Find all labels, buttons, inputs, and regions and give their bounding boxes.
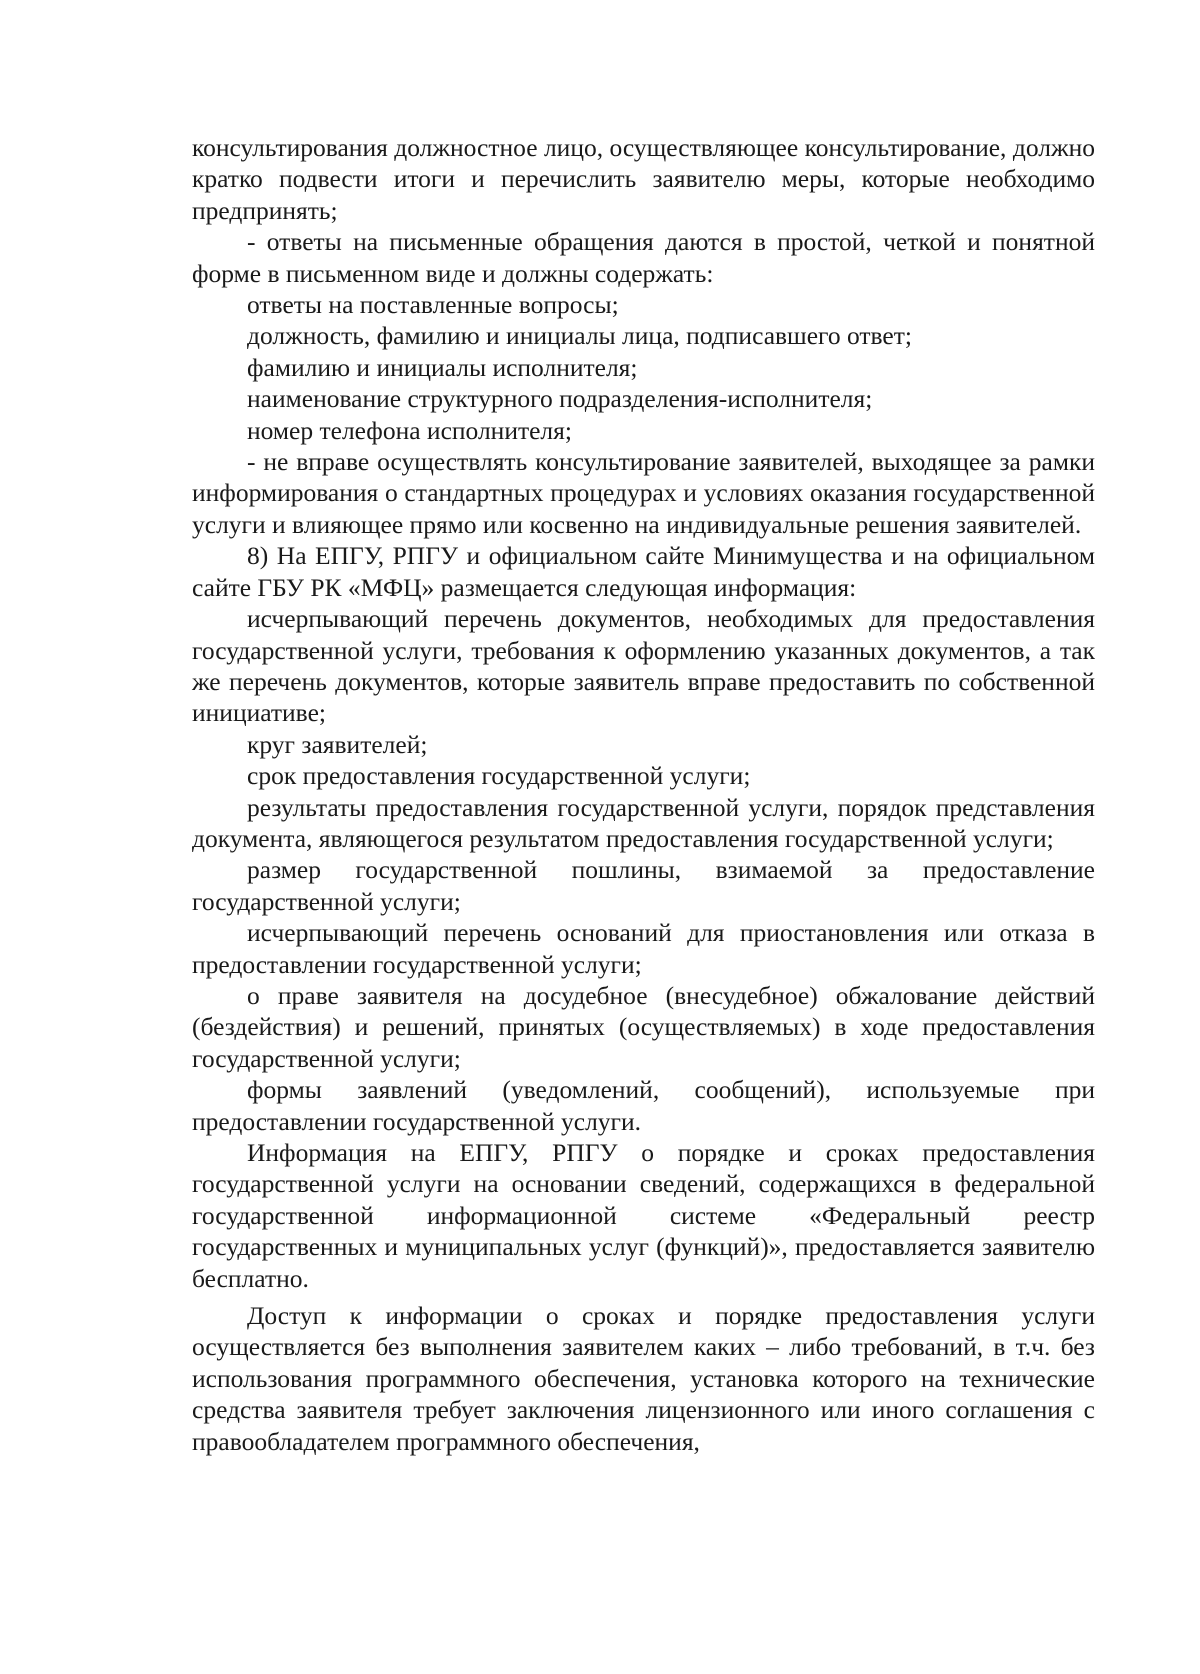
paragraph-consulting-summary: консультирования должностное лицо, осуществляющее консультирование, должно кратко подвести итоги и перечислить заявителю меры, которые необходимо предпринять; xyxy=(192,133,1095,225)
list-item-position: должность, фамилию и инициалы лица, подписавшего ответ; xyxy=(247,321,912,351)
list-item-duty: размер государственной пошлины, взимаемой за предоставление государственной услуги; xyxy=(192,855,1095,916)
list-item-answers: ответы на поставленные вопросы; xyxy=(247,290,619,320)
list-item-executor-name: фамилию и инициалы исполнителя; xyxy=(247,352,638,382)
list-item-department: наименование структурного подразделения-исполнителя; xyxy=(247,384,873,414)
list-item-documents: исчерпывающий перечень документов, необходимых для предоставления государственной услуги, требования к оформлению указанных документов, а так же перечень документов, которые заявитель вправе предоставить по собственной инициативе; xyxy=(192,604,1095,728)
paragraph-not-entitled: - не вправе осуществлять консультирование заявителей, выходящее за рамки информирования о стандартных процедурах и условиях оказания государственной услуги и влияющее прямо или косвенно на индивидуальные решения заявителей. xyxy=(192,447,1095,539)
paragraph-access: Доступ к информации о сроках и порядке предоставления услуги осуществляется без выполнения заявителем каких – либо требований, в т.ч. без использования программного обеспечения, установка которого на технические средства заявителя требует заключения лицензионного или иного соглашения с правообладателем программного обеспечения, xyxy=(192,1301,1095,1456)
list-item-appeal: о праве заявителя на досудебное (внесудебное) обжалование действий (бездействия) и решений, принятых (осуществляемых) в ходе предоставления государственной услуги; xyxy=(192,980,1095,1073)
list-item-term: срок предоставления государственной услуги; xyxy=(247,761,751,791)
document-body xyxy=(192,132,1095,1457)
list-item-grounds: исчерпывающий перечень оснований для приостановления или отказа в предоставлении государственной услуги; xyxy=(192,918,1095,979)
list-item-phone: номер телефона исполнителя; xyxy=(247,415,572,445)
list-item-forms: формы заявлений (уведомлений, сообщений), используемые при предоставлении государственной услуги. xyxy=(192,1075,1095,1136)
paragraph-written-answers: - ответы на письменные обращения даются в простой, четкой и понятной форме в письменном виде и должны содержать: xyxy=(192,227,1095,288)
paragraph-free-information: Информация на ЕПГУ, РПГУ о порядке и сроках предоставления государственной услуги на основании сведений, содержащихся в федеральной государственной информационной системе «Федеральный реестр государственных и муниципальных услуг (функций)», предоставляется заявителю бесплатно. xyxy=(192,1138,1095,1293)
list-item-results: результаты предоставления государственной услуги, порядок представления документа, являющегося результатом предоставления государственной услуги; xyxy=(192,792,1095,853)
paragraph-item-8: 8) На ЕПГУ, РПГУ и официальном сайте Минимущества и на официальном сайте ГБУ РК «МФЦ» размещается следующая информация: xyxy=(192,541,1095,602)
list-item-applicants: круг заявителей; xyxy=(247,729,428,759)
